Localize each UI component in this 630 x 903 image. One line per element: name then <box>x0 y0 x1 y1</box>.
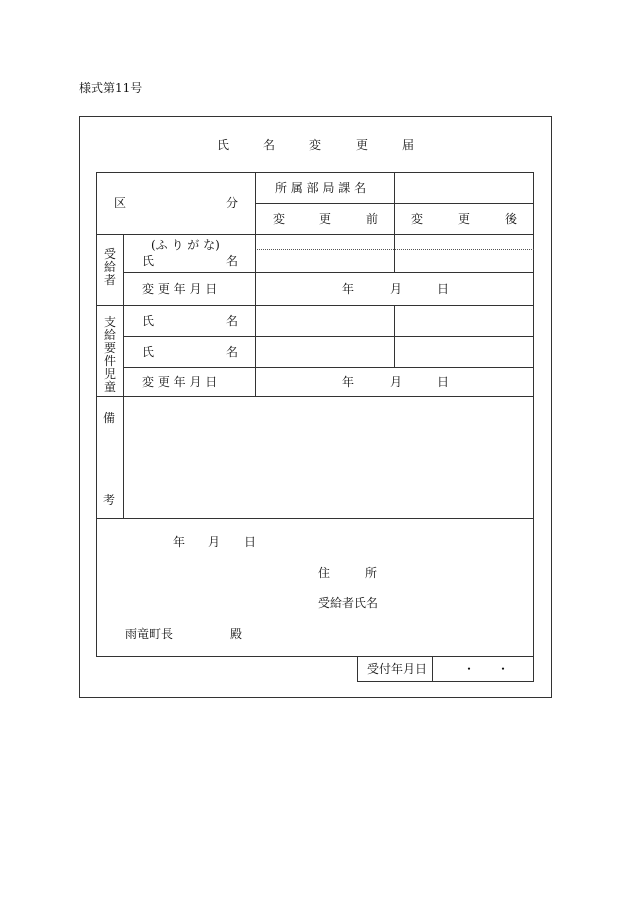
received-date-dot: ・ <box>463 662 476 676</box>
remarks-label-top: 備 <box>103 411 116 425</box>
rule <box>96 396 534 397</box>
footer-date-month: 月 <box>208 535 221 549</box>
footer-date-day: 日 <box>244 535 257 549</box>
rule <box>123 234 124 518</box>
header-dept-label: 所 属 部 局 課 名 <box>275 181 367 195</box>
child-name1-label: 氏 <box>142 314 155 328</box>
remarks-label-bottom: 考 <box>103 493 116 507</box>
child-date-day: 日 <box>437 375 450 389</box>
received-date-label: 受付年月日 <box>367 662 428 676</box>
addressee-label: 雨竜町長 <box>125 627 174 641</box>
recipient-group-label: 受給者 <box>103 247 116 287</box>
header-before-label: 前 <box>366 212 379 226</box>
honorific-label: 殿 <box>230 627 243 641</box>
header-before-label: 変 <box>273 212 286 226</box>
recipient-signature-label: 受給者氏名 <box>318 596 379 610</box>
recipient-date-day: 日 <box>437 282 450 296</box>
rule <box>96 234 534 235</box>
title-char: 氏 <box>217 138 230 152</box>
rule <box>123 272 534 273</box>
child-change-date-label: 変 更 年 月 日 <box>142 375 218 389</box>
child-date-month: 月 <box>390 375 403 389</box>
recipient-date-month: 月 <box>390 282 403 296</box>
address-label: 住 <box>318 566 331 580</box>
rule <box>394 172 395 272</box>
title-char: 届 <box>402 138 415 152</box>
footer-date-year: 年 <box>173 535 186 549</box>
header-category-label: 分 <box>226 196 239 210</box>
child-date-year: 年 <box>342 375 355 389</box>
child-group-label: 支給要件児童 <box>103 315 116 394</box>
recipient-date-year: 年 <box>342 282 355 296</box>
child-name2-label: 名 <box>226 345 239 359</box>
child-name2-label: 氏 <box>142 345 155 359</box>
header-after-label: 変 <box>411 212 424 226</box>
rule <box>255 172 256 396</box>
recipient-name-label: 氏 <box>142 254 155 268</box>
recipient-name-label: 名 <box>226 254 239 268</box>
title-char: 変 <box>309 138 322 152</box>
address-label: 所 <box>365 566 378 580</box>
furigana-label: (ふ り が な) <box>151 238 220 252</box>
header-before-label: 更 <box>319 212 332 226</box>
received-date-dot: ・ <box>497 662 510 676</box>
header-category-label: 区 <box>114 196 127 210</box>
form-number: 様式第11号 <box>79 81 143 95</box>
rule <box>123 336 534 337</box>
rule <box>432 656 433 682</box>
child-name1-label: 名 <box>226 314 239 328</box>
rule <box>394 305 395 367</box>
rule <box>96 305 534 306</box>
rule <box>123 367 534 368</box>
header-after-label: 後 <box>505 212 518 226</box>
title-char: 更 <box>356 138 369 152</box>
recipient-change-date-label: 変 更 年 月 日 <box>142 282 218 296</box>
header-after-label: 更 <box>458 212 471 226</box>
rule <box>96 518 534 519</box>
title-char: 名 <box>263 138 276 152</box>
